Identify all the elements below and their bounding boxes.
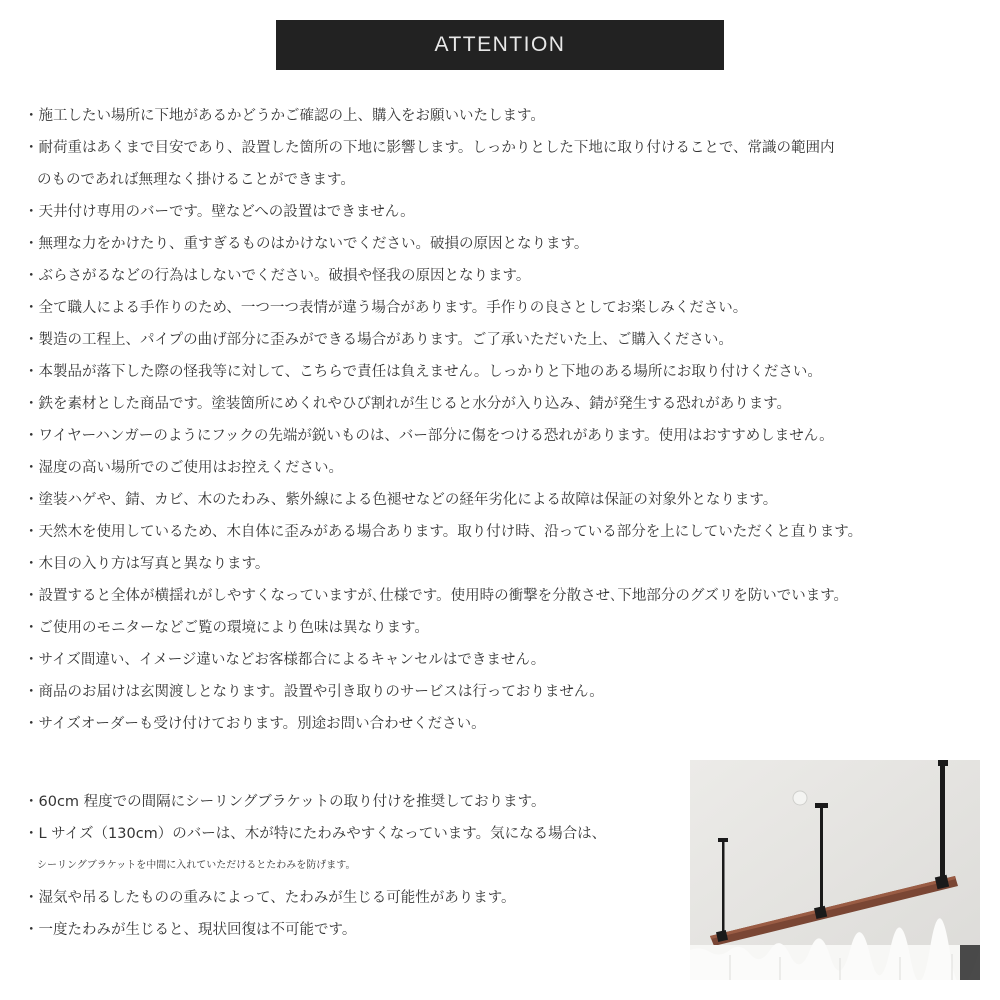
note-item (24, 356, 984, 388)
note-text: ・本製品が落下した際の怪我等に対して、こちらで責任は負えません。しっかりと下地のある場所にお取り付けください。 (24, 364, 822, 380)
note-text: ・一度たわみが生じると、現状回復は不可能です。 (24, 922, 357, 938)
installation-notes-list (24, 786, 674, 946)
note-text: ・耐荷重はあくまで目安であり、設置した箇所の下地に影響します。しっかりとした下地に取り付けることで、常識の範囲内 (24, 140, 835, 156)
hanging-rod-left (722, 840, 725, 940)
note-text: ・60cm 程度での間隔にシーリングブラケットの取り付けを推奨しております。 (24, 794, 546, 810)
note-item (24, 420, 984, 452)
note-item (24, 324, 984, 356)
note-item (24, 580, 984, 612)
note-item (24, 914, 674, 946)
note-text: ・湿度の高い場所でのご使用はお控えください。 (24, 460, 343, 476)
note-item (24, 100, 984, 132)
note-text: ・ご使用のモニターなどご覧の環境により色味は異なります。 (24, 620, 429, 636)
ceiling-bracket-middle (815, 803, 828, 808)
note-text: ・設置すると全体が横揺れがしやすくなっていますが､仕様です。使用時の衝撃を分散させ､下地部分のグズリを防いでいます。 (24, 588, 849, 604)
note-text: ・施工したい場所に下地があるかどうかご確認の上、購入をお願いいたします。 (24, 108, 545, 124)
hanging-rod-middle (820, 805, 823, 917)
ceiling-bracket-right (938, 760, 948, 766)
note-item (24, 548, 984, 580)
note-item (24, 132, 984, 196)
note-text: ・木目の入り方は写真と異なります。 (24, 556, 270, 572)
note-text: ・L サイズ（130cm）のバーは、木が特にたわみやすくなっています。気になる場合は、 (24, 826, 607, 842)
window-frame (960, 945, 980, 980)
ceiling-fixture (793, 791, 807, 805)
note-text: ・無理な力をかけたり、重すぎるものはかけないでください。破損の原因となります。 (24, 236, 589, 252)
note-text: ・サイズオーダーも受け付けております。別途お問い合わせください。 (24, 716, 486, 732)
note-item (24, 292, 984, 324)
note-text: ・製造の工程上、パイプの曲げ部分に歪みができる場合があります。ご了承いただいた上、ご購入ください。 (24, 332, 733, 348)
note-item (24, 882, 674, 914)
note-text: ・天然木を使用しているため、木自体に歪みがある場合あります。取り付け時、沿っている部分を上にしていただくと直ります。 (24, 524, 863, 540)
ceiling-bracket-left (718, 838, 728, 842)
note-item (24, 452, 984, 484)
note-text-continued: シーリングブラケットを中間に入れていただけるとたわみを防げます。 (37, 860, 356, 871)
note-text: ・塗装ハゲや、錆、カビ、木のたわみ、紫外線による色褪せなどの経年劣化による故障は保証の対象外となります。 (24, 492, 778, 508)
note-item (24, 612, 984, 644)
note-text: ・ワイヤーハンガーのようにフックの先端が鋭いものは、バー部分に傷をつける恐れがあります。使用はおすすめしません。 (24, 428, 834, 444)
caution-list (24, 100, 984, 740)
note-item (24, 228, 984, 260)
note-text: ・鉄を素材とした商品です。塗装箇所にめくれやひび割れが生じると水分が入り込み、錆が発生する恐れがあります。 (24, 396, 792, 412)
note-text: ・全て職人による手作りのため、一つ一つ表情が違う場合があります。手作りの良さとしてお楽しみください。 (24, 300, 748, 316)
note-item (24, 516, 984, 548)
note-item (24, 818, 674, 882)
note-item (24, 708, 984, 740)
note-text: ・天井付け専用のバーです。壁などへの設置はできません。 (24, 204, 415, 220)
note-item (24, 260, 984, 292)
note-item (24, 786, 674, 818)
note-text: ・サイズ間違い、イメージ違いなどお客様都合によるキャンセルはできません。 (24, 652, 546, 668)
attention-header (276, 20, 724, 70)
note-item (24, 484, 984, 516)
note-item (24, 644, 984, 676)
note-text: ・商品のお届けは玄関渡しとなります。設置や引き取りのサービスは行っておりません。 (24, 684, 604, 700)
note-item (24, 196, 984, 228)
page-title: ATTENTION (434, 33, 566, 56)
hanging-rod-right (940, 760, 945, 880)
product-photo (690, 760, 980, 980)
note-text: ・ぶらさがるなどの行為はしないでください。破損や怪我の原因となります。 (24, 268, 531, 284)
note-item (24, 388, 984, 420)
note-text-continued: のものであれば無理なく掛けることができます。 (37, 172, 355, 188)
note-text: ・湿気や吊るしたものの重みによって、たわみが生じる可能性があります。 (24, 890, 516, 906)
hanging-bar-illustration (690, 760, 980, 980)
note-item (24, 676, 984, 708)
